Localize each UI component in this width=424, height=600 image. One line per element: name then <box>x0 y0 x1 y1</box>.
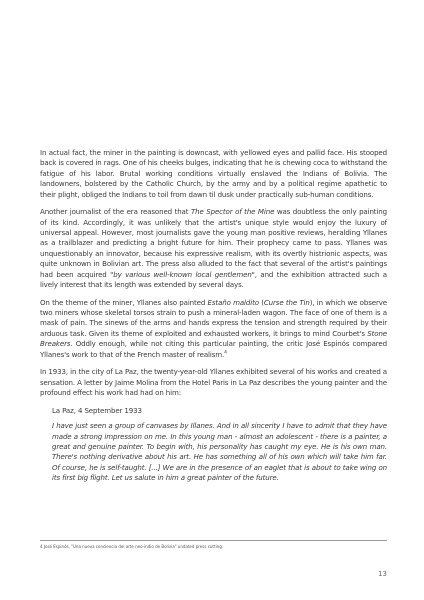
footnote-text-b: " undated press cutting. <box>174 544 224 549</box>
paragraph-3-text-c: ), in which we observe two miners whose skeletal torsos strain to push a mineral-laden wagon. The face of one of them is a mask of pain. The sinews of the arms and hands express the tension and strength required by their arduous task. Given its theme of exploited and exhausted workers, it brings to mind Courbet's <box>40 297 388 338</box>
footnote-text-a: José Espinós, " <box>43 544 73 549</box>
letter-quote: I have just seen a group of canvases by Illanes. And in all sincerity I have to admit that they have made a strong impression on me. In this young man - almost an adolescent - there is a painter, a great and genuine painter. To begin with, his personality has caught my eye. He is his own man. There's nothing derivative about his art. He has something all of his own which will take him far. Of course, he is self-taught. [...] We are in the presence of an eaglet that is about to take wing on its first big flight. Let us salute in him a great painter of the future. <box>52 421 387 483</box>
press-quote: by various well-known local gentlemen <box>113 269 252 279</box>
page-number: 13 <box>378 570 387 578</box>
painting-title-spector: The Spector of the Mine <box>190 207 275 217</box>
footnote-divider <box>40 540 387 541</box>
paragraph-3-text-a: On the theme of the miner, Yllanes also painted <box>40 297 208 307</box>
painting-title-stone-breakers: Stone Breakers <box>40 328 387 349</box>
paragraph-4: In 1933, in the city of La Paz, the twenty-year-old Yllanes exhibited several of his works and created a sensation. A letter by Jaime Molina from the Hotel Paris in La Paz describes the young painter and the profound effect his work had had on him: <box>40 367 387 398</box>
paragraph-2-text-a: Another journalist of the era reasoned that <box>40 207 191 217</box>
footnote <box>40 544 387 549</box>
paragraph-1: In actual fact, the miner in the painting is downcast, with yellowed eyes and pallid face. His stooped back is covered in rags. One of his cheeks bulges, indicating that he is chewing coca to withstand the fatigue of his labor. Brutal working conditions virtually enslaved the Indians of Bolivia. The landowners, bolstered by the Catholic Church, by the army and by a political regime apathetic to their plight, obliged the Indians to toil from dawn til dusk under practically sub-human conditions. <box>40 148 387 199</box>
painting-title-estano: Estaño maldito <box>207 297 259 307</box>
footnote-number: 4 <box>40 544 43 549</box>
paragraph-3-text-b: ( <box>258 297 264 307</box>
footnote-reference[interactable]: 4 <box>224 350 227 356</box>
paragraph-2-text-c: ", and the exhibition attracted such a lively interest that its length was extended by several days. <box>40 269 387 290</box>
painting-title-curse: Curse the Tin <box>263 297 310 307</box>
paragraph-2 <box>40 207 387 290</box>
body-text <box>40 148 387 484</box>
letter-dateline: La Paz, 4 September 1933 <box>52 405 142 415</box>
paragraph-2-text-b: was doubtless the only painting of its kind. Accordingly, it was unlikely that the artist's unique style would enjoy the luxury of universal appeal. However, most journalists gave the young man positive reviews, heralding Yllanes as a trailblazer and predicting a bright future for him. Their prophecy came to pass. Yllanes was unquestionably an innovator, because his expressive realism, with its overtly histrionic aspects, was quite unknown in Bolivian art. The press also alluded to the fact that several of the artist's paintings had been acquired " <box>40 207 387 279</box>
paragraph-3 <box>40 298 387 360</box>
paragraph-3-text-d: . Oddly enough, while not citing this particular painting, the critic José Espinós compared Yllanes's work to that of the French master of realism. <box>40 339 387 359</box>
footnote-article-title: Una nueva conciencia del arte neo-indio de Bolivia <box>72 544 175 549</box>
